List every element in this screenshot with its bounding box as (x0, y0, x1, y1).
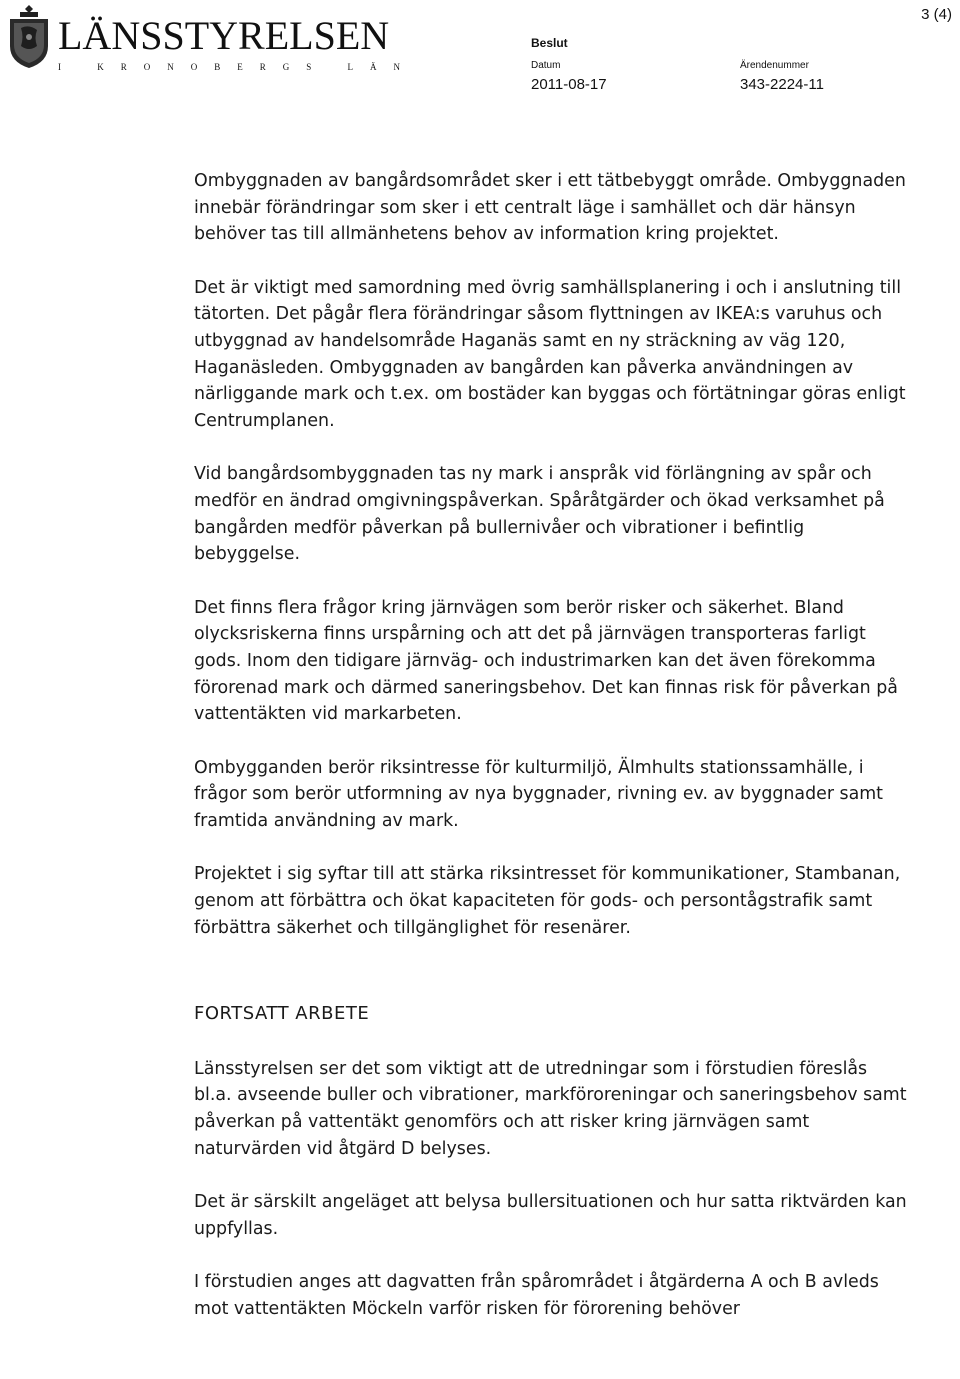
paragraph: Det är särskilt angeläget att belysa bullersituationen och hur satta riktvärden kan uppfyllas. (194, 1192, 907, 1239)
section-heading: FORTSATT ARBETE (194, 1003, 370, 1025)
agency-name: LÄNSSTYRELSEN (58, 13, 390, 58)
paragraph: I förstudien anges att dagvatten från spårområdet i åtgärderna A och B avleds mot vattentäkten Möckeln varför risken för förorening behöver (194, 1272, 879, 1319)
paragraph: Det finns flera frågor kring järnvägen som berör risker och säkerhet. Bland olycksriskerna finns urspårning och att det på järnvägen transporteras farligt gods. Inom den tidigare järnväg- och industrimarken kan det även förekomma förorenad mark och därmed saneringsbehov. Det kan finnas risk för påverkan på vattentäkten vid markarbeten. (194, 597, 898, 725)
date-label: Datum (531, 60, 561, 71)
document-type: Beslut (531, 36, 568, 50)
page-number: 3 (4) (921, 6, 952, 23)
document-body (194, 168, 909, 1350)
paragraph: Vid bangårdsombyggnaden tas ny mark i anspråk vid förlängning av spår och medför en ändrad omgivningspåverkan. Spåråtgärder och ökad verksamhet på bangården medför påverkan på bullernivåer och vibrationer i befintlig bebyggelse. (194, 464, 885, 565)
case-number-label: Ärendenummer (740, 60, 809, 71)
paragraph: Ombyggnaden av bangårdsområdet sker i ett tätbebyggt område. Ombyggnaden innebär förändringar som sker i ett centralt läge i samhället och där hänsyn behöver tas till allmänhetens behov av information kring projektet. (194, 171, 906, 245)
agency-county: I KRONOBERGS LÄN (58, 62, 418, 72)
paragraph: Länsstyrelsen ser det som viktigt att de utredningar som i förstudien föreslås bl.a. avseende buller och vibrationer, markföroreningar och saneringsbehov samt påverkan på vattentäkt genomförs och att risker kring järnvägen samt naturvärden vid åtgärd D belyses. (194, 1058, 907, 1159)
paragraph: Projektet i sig syftar till att stärka riksintresset för kommunikationer, Stambanan, genom att förbättra och ökat kapaciteten för gods- och persontågstrafik samt förbättra säkerhet och tillgänglighet för resenärer. (194, 864, 901, 938)
case-number: 343-2224-11 (740, 76, 824, 93)
coat-of-arms-logo (6, 4, 52, 70)
document-date: 2011-08-17 (531, 76, 607, 93)
paragraph: Det är viktigt med samordning med övrig samhällsplanering i och i anslutning till tätorten. Det pågår flera förändringar såsom flyttningen av IKEA:s varuhus och utbyggnad av handelsområde Haganäs samt en ny sträckning av väg 120, Haganäsleden. Ombyggnaden av bangården kan påverka användningen av närliggande mark och t.ex. om bostäder kan byggas och förtätningar göras enligt Centrumplanen. (194, 277, 906, 431)
document-header (0, 0, 960, 110)
paragraph: Ombygganden berör riksintresse för kulturmiljö, Älmhults stationssamhälle, i frågor som berör utformning av nya byggnader, rivning ev. av byggnader samt framtida användning av mark. (194, 757, 883, 831)
